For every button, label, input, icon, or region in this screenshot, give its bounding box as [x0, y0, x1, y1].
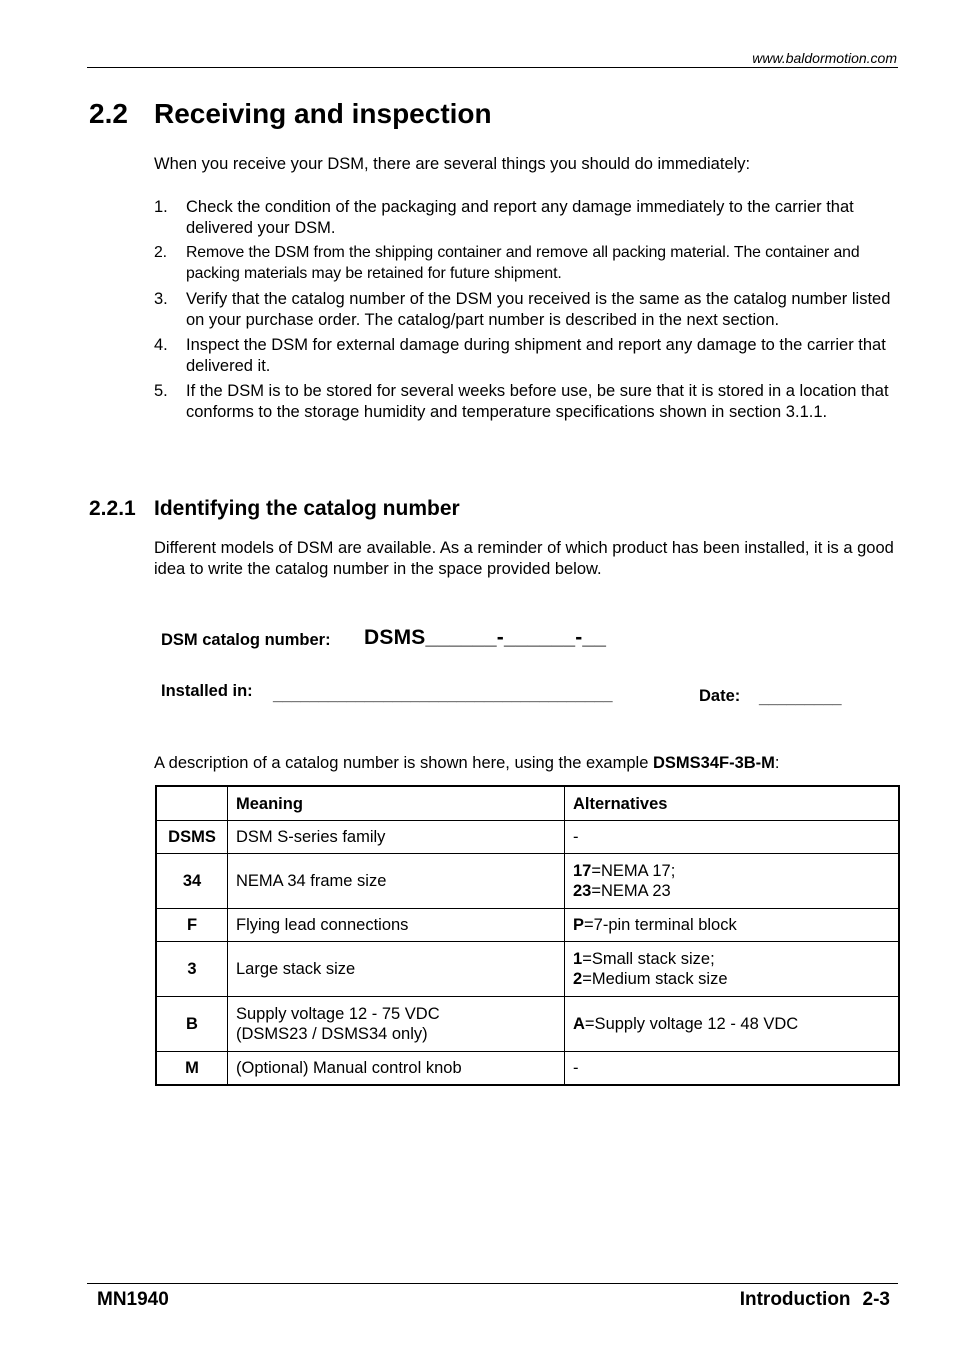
subsection-number: 2.2.1 — [89, 497, 136, 520]
example-catalog-code: DSMS34F-3B-M — [652, 754, 775, 772]
installed-in-label: Installed in: — [161, 682, 253, 700]
footer-rule — [87, 1283, 898, 1284]
inspection-steps-list — [154, 197, 899, 427]
example-sentence: A description of a catalog number is shown here, using the example DSMS34F-3B-M: — [154, 754, 780, 772]
subsection-title: Identifying the catalog number — [154, 497, 460, 520]
table-cell-alternatives: P=7-pin terminal block — [565, 909, 900, 942]
table-cell-meaning: DSM S-series family — [228, 821, 565, 854]
table-cell-code: M — [156, 1052, 228, 1086]
list-item: 3. Verify that the catalog number of the DSM you received is the same as the catalog number listed on your purchase order. The catalog/part number is described in the next section. — [154, 290, 891, 329]
list-item: 5. If the DSM is to be stored for several weeks before use, be sure that it is stored in a location that conforms to the storage humidity and temperature specifications shown in section 3.1.1. — [154, 382, 889, 421]
list-item: 2. Remove the DSM from the shipping container and remove all packing material. The container and packing materials may be retained for future shipment. — [154, 244, 860, 282]
table-cell-code: DSMS — [156, 821, 228, 854]
table-header-alternatives: Alternatives — [565, 786, 900, 821]
table-cell-code: 34 — [156, 854, 228, 909]
table-row — [156, 1052, 899, 1086]
catalog-number-table — [155, 785, 900, 1086]
date-field[interactable]: _________ — [759, 689, 842, 707]
table-header-row — [156, 786, 899, 821]
table-header-code — [156, 786, 228, 821]
table-cell-alternatives: - — [565, 821, 900, 854]
date-label: Date: — [699, 687, 741, 705]
table-cell-code: 3 — [156, 942, 228, 997]
table-cell-meaning: NEMA 34 frame size — [228, 854, 565, 909]
section-heading — [89, 98, 492, 130]
table-cell-alternatives: 1=Small stack size; 2=Medium stack size — [565, 942, 900, 997]
table-cell-alternatives: 17=NEMA 17; 23=NEMA 23 — [565, 854, 900, 909]
subsection-intro: Different models of DSM are available. As a reminder of which product has been installed, it is a good idea to write the catalog number in the space provided below. — [154, 539, 894, 578]
section-number: 2.2 — [89, 98, 128, 129]
subsection-heading — [89, 497, 460, 521]
table-cell-meaning: Large stack size — [228, 942, 565, 997]
list-item: 4. Inspect the DSM for external damage during shipment and report any damage to the carrier that delivered it. — [154, 336, 886, 375]
installed-in-field[interactable]: _____________________________________ — [273, 686, 613, 704]
footer-page-info — [740, 1289, 890, 1311]
table-row — [156, 997, 899, 1052]
header-rule — [87, 67, 898, 68]
table-row — [156, 909, 899, 942]
table-row — [156, 854, 899, 909]
table-header-meaning: Meaning — [228, 786, 565, 821]
section-intro: When you receive your DSM, there are several things you should do immediately: — [154, 155, 751, 173]
catalog-number-field[interactable]: DSMS______-______-__ — [364, 626, 607, 649]
footer-page-number: 2-3 — [862, 1289, 890, 1310]
table-cell-alternatives: - — [565, 1052, 900, 1086]
table-cell-code: B — [156, 997, 228, 1052]
list-item: 1. Check the condition of the packaging and report any damage immediately to the carrier that delivered your DSM. — [154, 198, 854, 237]
table-cell-code: F — [156, 909, 228, 942]
table-cell-meaning: Supply voltage 12 - 75 VDC (DSMS23 / DSMS34 only) — [228, 997, 565, 1052]
header-url: www.baldormotion.com — [752, 50, 897, 66]
table-cell-meaning: Flying lead connections — [228, 909, 565, 942]
table-cell-alternatives: A=Supply voltage 12 - 48 VDC — [565, 997, 900, 1052]
table-cell-meaning: (Optional) Manual control knob — [228, 1052, 565, 1086]
footer-chapter: Introduction — [739, 1289, 851, 1310]
table-row — [156, 942, 899, 997]
table-row — [156, 821, 899, 854]
catalog-number-label: DSM catalog number: — [161, 631, 331, 649]
section-title: Receiving and inspection — [154, 98, 492, 129]
footer-doc-id: MN1940 — [97, 1289, 169, 1310]
